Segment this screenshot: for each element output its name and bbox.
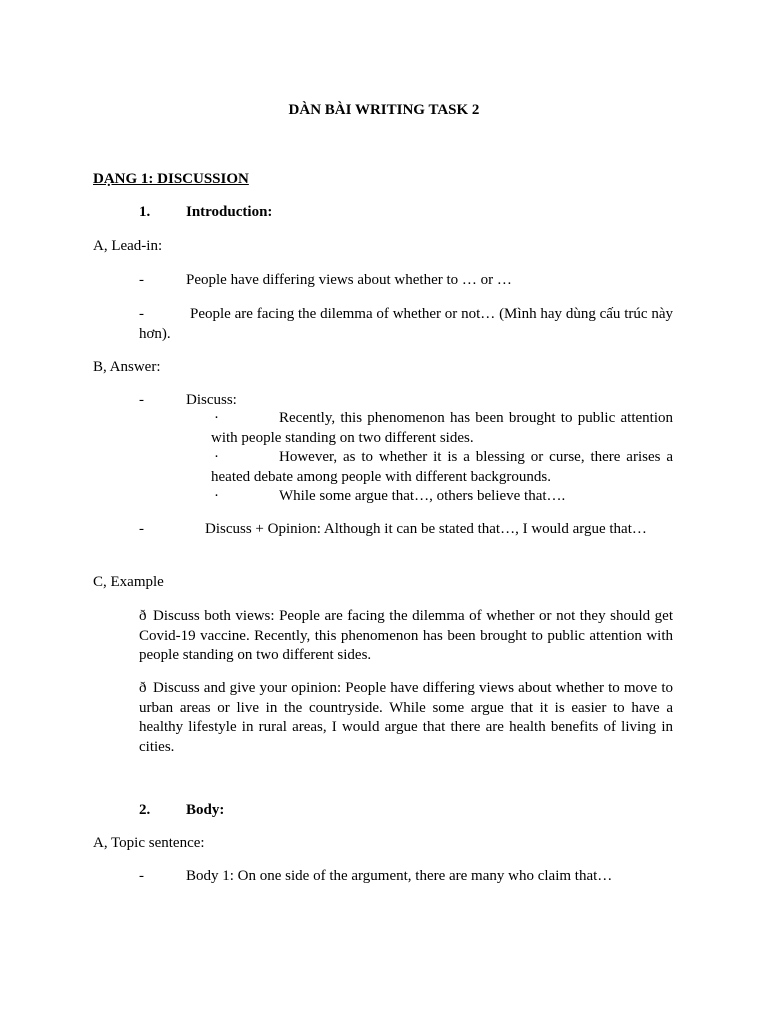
topic-item-1: Body 1: On one side of the argument, there are many who claim that…: [186, 868, 613, 884]
discuss-label: Discuss:: [186, 392, 237, 408]
bullet-mark-1: ·: [214, 410, 219, 426]
opinion-item: Discuss + Opinion: Although it can be stated that…, I would argue that…: [205, 521, 647, 537]
opinion-dash: -: [139, 521, 144, 537]
discuss-dash: -: [139, 392, 144, 408]
example-mark-1: ð: [139, 608, 147, 624]
answer-label: B, Answer:: [93, 359, 161, 375]
topic-label: A, Topic sentence:: [93, 835, 205, 851]
lead-in-label: A, Lead-in:: [93, 238, 163, 254]
document-title: DÀN BÀI WRITING TASK 2: [288, 102, 480, 118]
bullet-item-2: However, as to whether it is a blessing or curse, there arises a heated debate among people with different backgrounds.: [211, 449, 673, 485]
example-mark-2: ð: [139, 680, 147, 696]
example-label: C, Example: [93, 574, 164, 590]
example-item-1: Discuss both views: People are facing the dilemma of whether or not they should get Covid-19 vaccine. Recently, this phenomenon has been brought to public attention with people standing on two different sides.: [139, 608, 673, 663]
lead-in-item-1: People have differing views about whether to … or …: [186, 272, 512, 288]
body-number: 2.: [139, 802, 151, 818]
bullet-mark-2: ·: [214, 449, 219, 465]
section-heading: DẠNG 1: DISCUSSION: [93, 171, 249, 187]
example-item-2: Discuss and give your opinion: People have differing views about whether to move to urban areas or live in the countryside. While some argue that it is easier to have a healthy lifestyle in rural areas, I would argue that there are health benefits of living in cities.: [139, 680, 673, 755]
topic-dash-1: -: [139, 868, 144, 884]
lead-in-dash-1: -: [139, 272, 144, 288]
bullet-item-3: While some argue that…, others believe that….: [279, 488, 566, 504]
body-heading: Body:: [186, 802, 225, 818]
intro-number: 1.: [139, 204, 151, 220]
bullet-item-1: Recently, this phenomenon has been brought to public attention with people standing on two different sides.: [211, 410, 673, 446]
lead-in-dash-2: -: [139, 306, 144, 322]
bullet-mark-3: ·: [214, 488, 219, 504]
intro-heading: Introduction:: [186, 204, 273, 220]
lead-in-item-2: People are facing the dilemma of whether or not… (Mình hay dùng cấu trúc này hơn).: [139, 306, 673, 342]
